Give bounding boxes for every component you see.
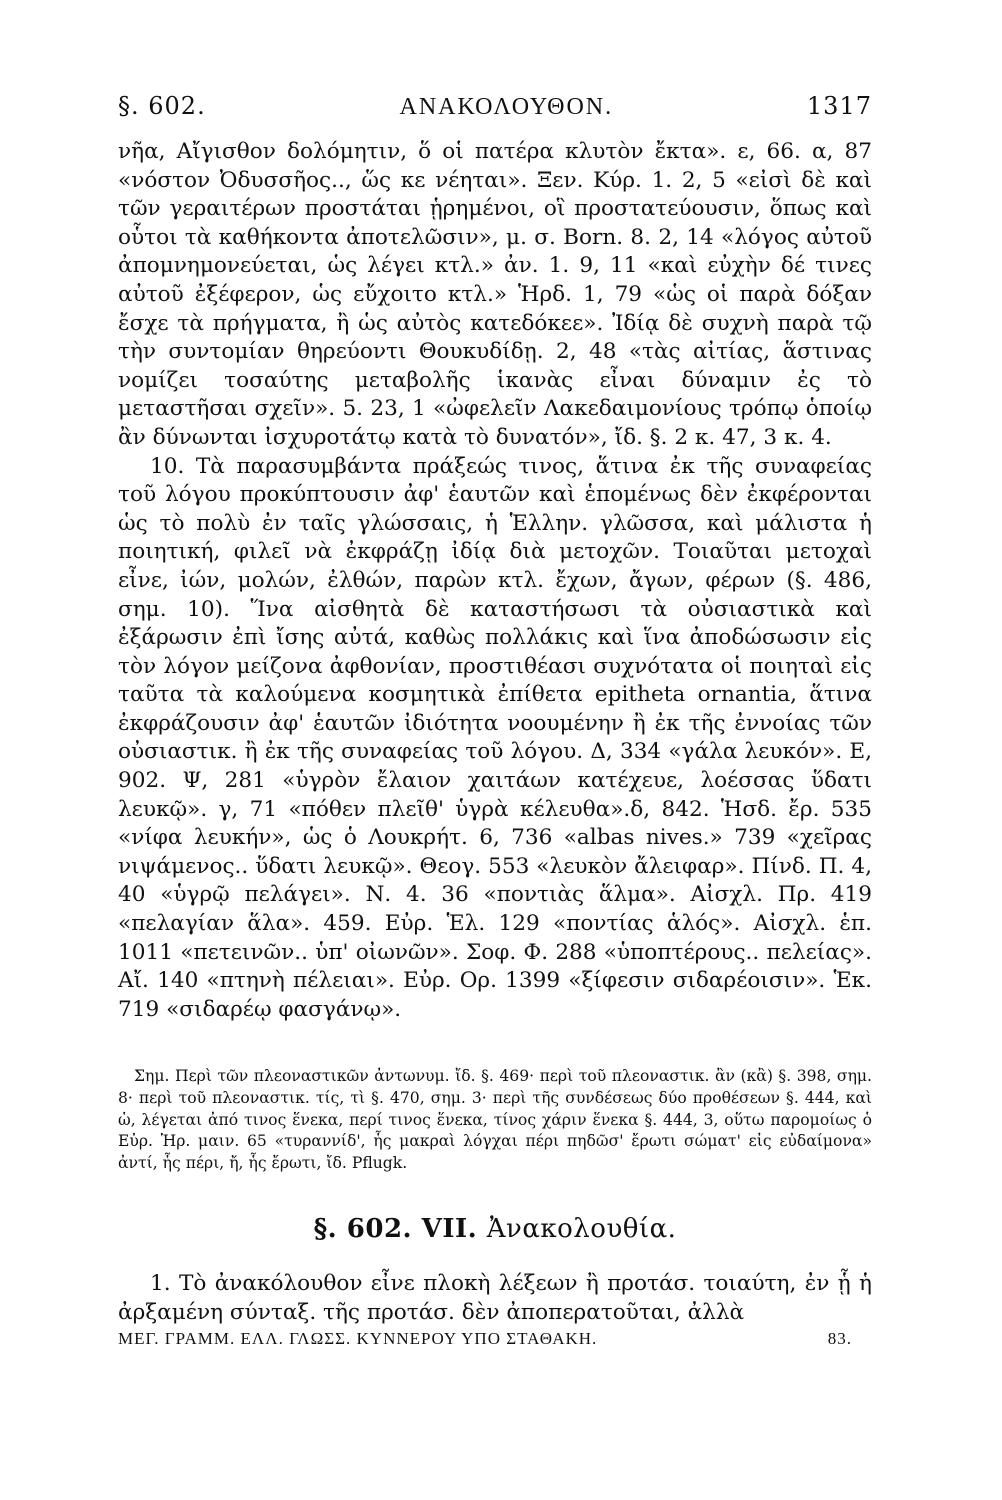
- section-number: §. 602. VII.: [313, 1214, 478, 1245]
- sheet-number: 83.: [827, 1328, 852, 1348]
- page-number: 1317: [806, 92, 872, 120]
- paragraph-10: 10. Τὰ παρασυμβάντα πράξεώς τινος, ἅτινα ἐκ τῆς συναφείας τοῦ λόγου προκύπτουσιν ἀφ' ἑαυτῶν καὶ ἑπομένως δὲν ἐκφέρονται ὡς τὸ πολὺ ἐν ταῖς γλώσσαις, ἡ Ἑλλην. γλῶσσα, καὶ μάλιστα ἡ ποιητική, φιλεῖ νὰ ἐκφράζῃ ἰδίᾳ διὰ μετοχῶν. Τοιαῦται μετοχαὶ εἶνε, ἰών, μολών, ἐλθών, παρὼν κτλ. ἔχων, ἄγων, φέρων (§. 486, σημ. 10). Ἵνα αἰσθητὰ δὲ καταστήσωσι τὰ οὐσιαστικὰ καὶ ἐξάρωσιν ἐπὶ ἴσης αὐτά, καθὼς πολλάκις καὶ ἵνα ἀποδώσωσιν εἰς τὸν λόγον μείζονα ἀφθονίαν, προστιθέασι συχνότατα οἱ ποιηταὶ εἰς ταῦτα τὰ καλούμενα κοσμητικὰ ἐπίθετα epitheta ornantia, ἅτινα ἐκφράζουσιν ἀφ' ἑαυτῶν ἰδιότητα νοουμένην ἢ ἐκ τῆς ἐννοίας τῶν οὐσιαστικ. ἢ ἐκ τῆς συναφείας τοῦ λόγου. Δ, 334 «γάλα λευκόν». Ε, 902. Ψ, 281 «ὑγρὸν ἔλαιον χαιτάων κατέχευε, λοέσσας ὕδατι λευκῷ». γ, 71 «πόθεν πλεῖθ' ὑγρὰ κέλευθα».δ, 842. Ἡσδ. ἔρ. 535 «νίφα λευκήν», ὡς ὁ Λουκρήτ. 6, 736 «albas nives.» 739 «χεῖρας νιψάμενος.. ὕδατι λευκῷ». Θεογ. 553 «λευκὸν ἄλειφαρ». Πίνδ. Π. 4, 40 «ὑγρῷ πελάγει». Ν. 4. 36 «ποντιὰς ἅλμα». Αἰσχλ. Πρ. 419 «πελαγίαν ἅλα». 459. Εὐρ. Ἑλ. 129 «ποντίας ἁλός». Αἰσχλ. ἑπ. 1011 «πετεινῶν.. ὑπ' οἰωνῶν». Σοφ. Φ. 288 «ὑποπτέρους.. πελείας». Αἴ. 140 «πτηνὴ πέλειαι». Εὐρ. Ορ. 1399 «ξίφεσιν σιδαρέοισιν». Ἑκ. 719 «σιδαρέῳ φασγάνῳ».: [118, 453, 872, 1022]
- running-title: ΑΝΑΚΟΛΟΥΘΟΝ.: [399, 94, 614, 120]
- main-text: [118, 138, 872, 1024]
- section-title: Ἀνακολουθία.: [486, 1214, 677, 1245]
- footnote-block: [118, 1066, 872, 1174]
- footnote-text: Σημ. Περὶ τῶν πλεοναστικῶν ἀντωνυμ. ἴδ. §. 469· περὶ τοῦ πλεοναστικ. ἂν (κἂ) §. 398, σημ. 8· περὶ τοῦ πλεοναστικ. τίς, τὶ §. 470, σημ. 3· περὶ τῆς συνδέσεως δύο προθέσεων §. 444, καὶ ὡ, λέγεται ἀπό τινος ἕνεκα, περί τινος ἕνεκα, τίνος χάριν ἕνεκα §. 444, 3, οὕτω παρομοίως ὁ Εὐρ. Ἡρ. μαιν. 65 «τυραννίδ', ἧς μακραὶ λόγχαι πέρι πηδῶσ' ἔρωτι σώματ' εἰς εὐδαίμονα» ἀντί, ἧς πέρι, ἤ, ἧς ἔρωτι, ἴδ. Pflugk.: [118, 1067, 872, 1172]
- printer-signature: ΜΕΓ. ΓΡΑΜΜ. ΕΛΛ. ΓΛΩΣΣ. ΚΥΝΝΕΡΟΥ ΥΠΟ ΣΤΑΘΑΚΗ.: [118, 1328, 598, 1348]
- running-head: [118, 92, 872, 138]
- continuation-paragraph: νῆα, Αἴγισθον δολόμητιν, ὅ οἱ πατέρα κλυτὸν ἔκτα». ε, 66. α, 87 «νόστον Ὀδυσσῆος.., ὥς κε νέηται». Ξεν. Κύρ. 1. 2, 5 «εἰσὶ δὲ καὶ τῶν γεραιτέρων προστάται ᾑρημένοι, οἳ προστατεύουσιν, ὅπως καὶ οὗτοι τὰ καθήκοντα ἀποτελῶσιν», μ. σ. Born. 8. 2, 14 «λόγος αὐτοῦ ἀπομνημονεύεται, ὡς λέγει κτλ.» ἀν. 1. 9, 11 «καὶ εὐχὴν δέ τινες αὐτοῦ ἐξέφερον, ὡς εὔχοιτο κτλ.» Ἡρδ. 1, 79 «ὡς οἱ παρὰ δόξαν ἔσχε τὰ πρήγματα, ἢ ὡς αὐτὸς κατεδόκεε». Ἰδίᾳ δὲ συχνὴ παρὰ τῷ τὴν συντομίαν θηρεύοντι Θουκυδίδῃ. 2, 48 «τὰς αἰτίας, ἅστινας νομίζει τοσαύτης μεταβολῆς ἱκανὰς εἶναι δύναμιν ἐς τὸ μεταστῆσαι σχεῖν». 5. 23, 1 «ὠφελεῖν Λακεδαιμονίους τρόπῳ ὁποίῳ ἂν δύνωνται ἰσχυροτάτῳ κατὰ τὸ δυνατόν», ἴδ. §. 2 κ. 47, 3 κ. 4.: [118, 139, 872, 450]
- section-paragraph-1: 1. Τὸ ἀνακόλουθον εἶνε πλοκὴ λέξεων ἢ προτάσ. τοιαύτη, ἐν ᾗ ἡ ἀρξαμένη σύνταξ. τῆς προτάσ. δὲν ἀποπερατοῦται, ἀλλὰ: [118, 1271, 872, 1325]
- section-text: [118, 1270, 872, 1327]
- section-marker: §. 602.: [118, 92, 206, 120]
- signature-line: [118, 1329, 872, 1349]
- section-heading: [118, 1214, 872, 1244]
